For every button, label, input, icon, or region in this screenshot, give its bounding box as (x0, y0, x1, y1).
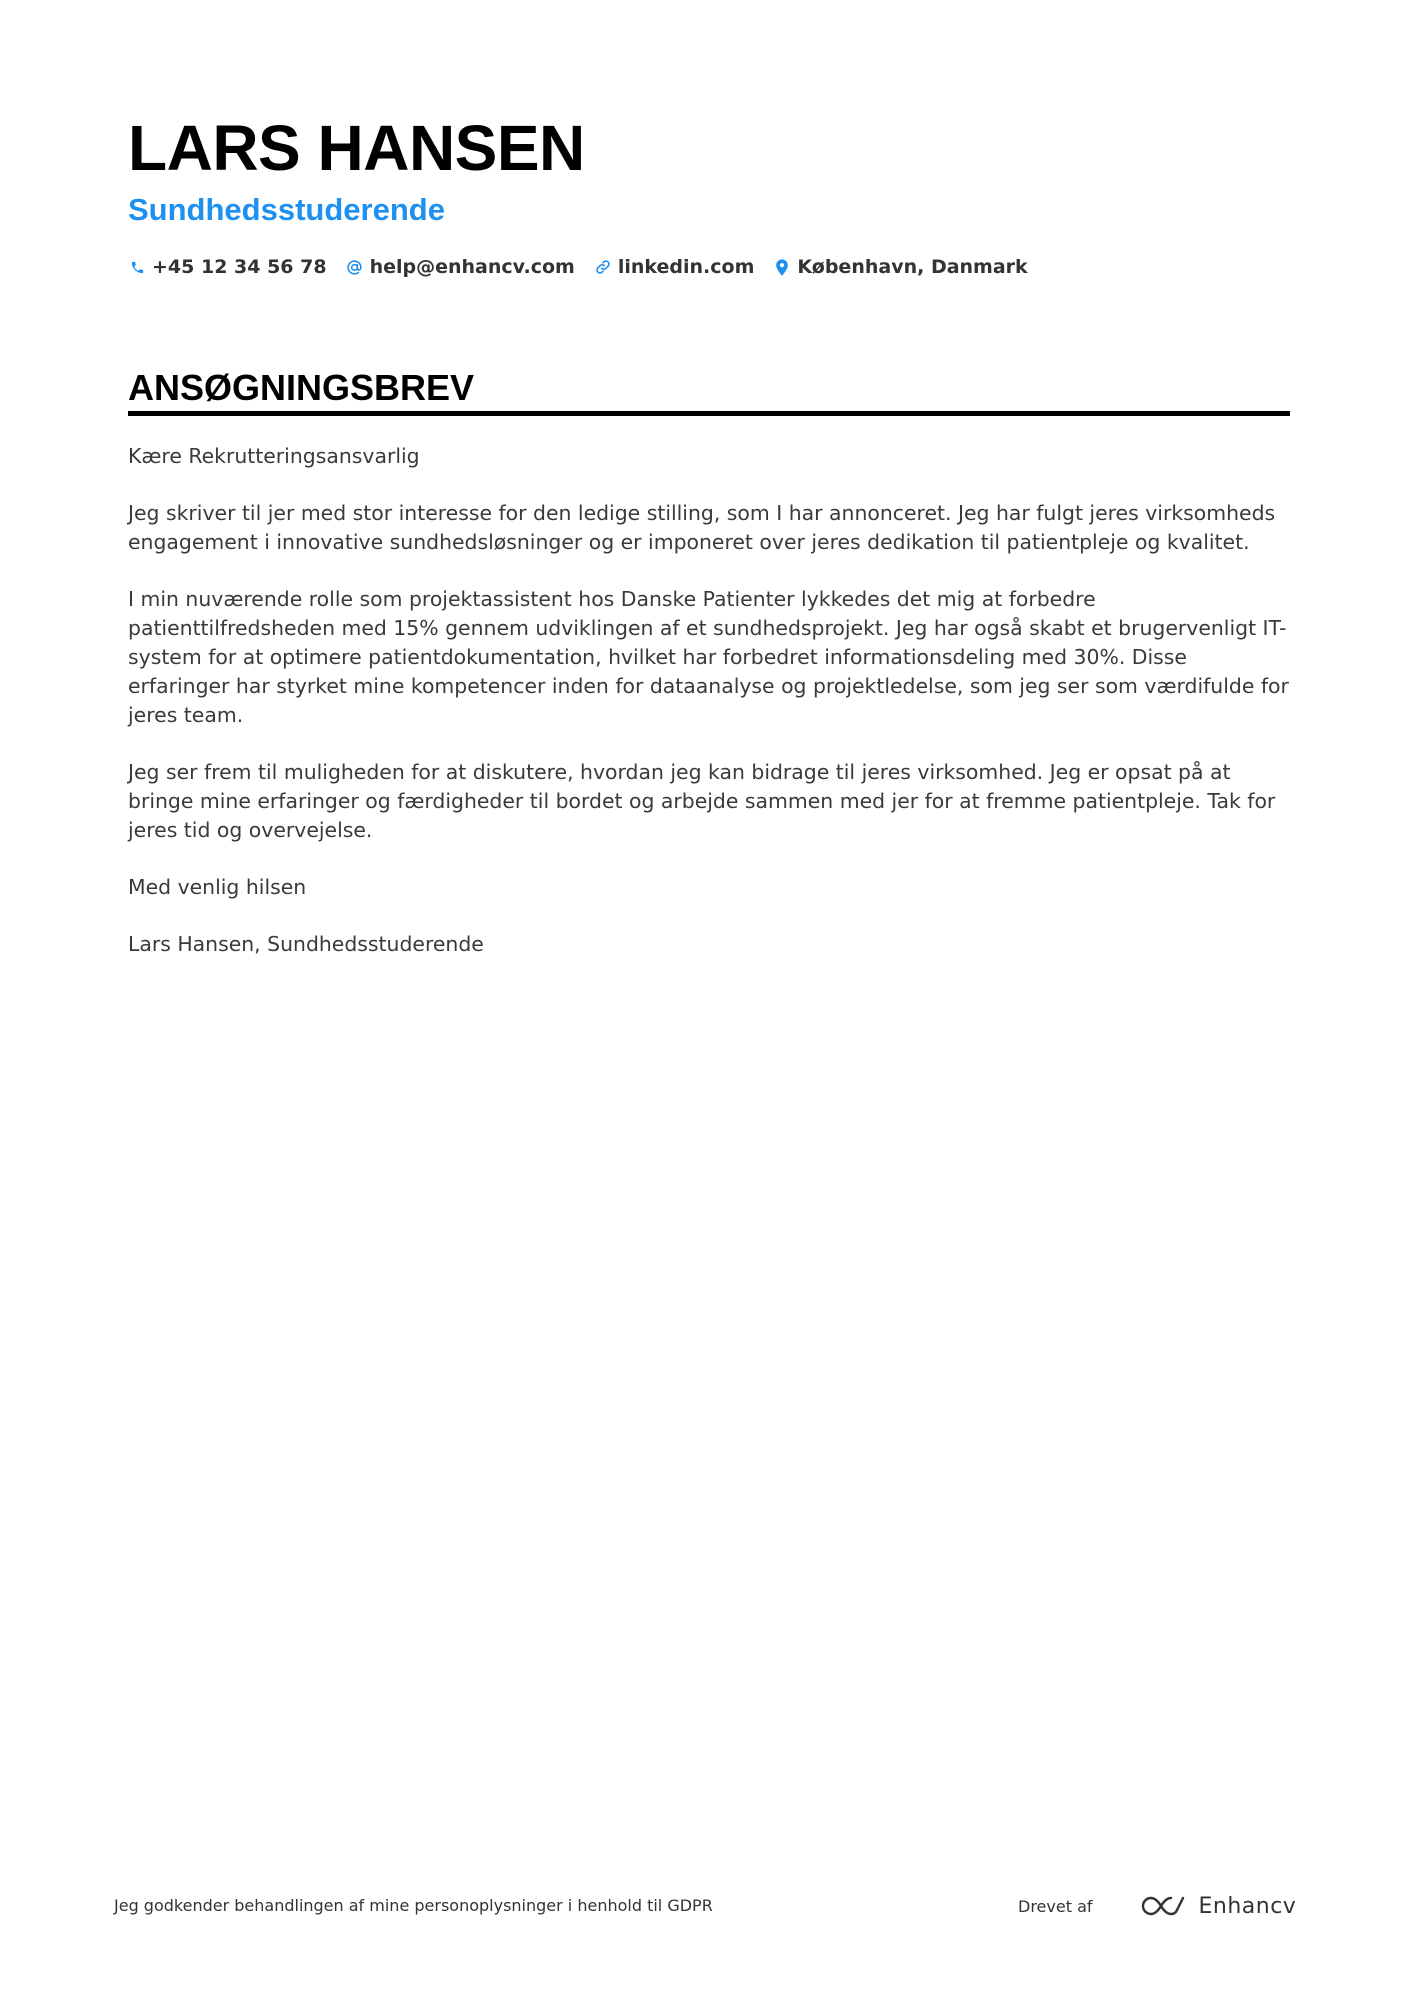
letter-paragraph: I min nuværende rolle som projektassistent hos Danske Patienter lykkedes det mig at forbedre patienttilfredsheden med 15% gennem udviklingen af et sundhedsprojekt. Jeg har også skabt et brugervenligt IT-system for at optimere patientdokumentation, hvilket har forbedret informationsdeling med 30%. Disse erfaringer har styrket mine kompetencer inden for dataanalyse og projektledelse, som jeg ser som værdifulde for jeres team. (128, 587, 1289, 727)
powered-by-label: Drevet af (1018, 1896, 1093, 1916)
section-title: ANSØGNINGSBREV (128, 367, 475, 408)
letter-body (128, 442, 1290, 987)
contact-phone (128, 256, 327, 278)
letter-signature: Lars Hansen, Sundhedsstuderende (128, 932, 484, 956)
location-pin-icon (773, 258, 791, 276)
contact-linkedin[interactable] (594, 256, 755, 278)
at-icon (346, 258, 364, 276)
contact-phone-text: +45 12 34 56 78 (152, 256, 327, 278)
letter-paragraph: Jeg skriver til jer med stor interesse for den ledige stilling, som I har annonceret. Jeg har fulgt jeres virksomheds engagement i innovative sundhedsløsninger og er imponeret over jeres dedikation til patientpleje og kvalitet. (128, 501, 1276, 554)
applicant-role: Sundhedsstuderende (128, 192, 445, 227)
section-divider (128, 411, 1290, 416)
powered-by (1018, 1886, 1296, 1926)
letter-salutation: Kære Rekrutteringsansvarlig (128, 444, 420, 468)
letter-closing: Med venlig hilsen (128, 875, 307, 899)
contact-email-text: help@enhancv.com (369, 256, 575, 278)
contact-linkedin-text: linkedin.com (617, 256, 755, 278)
contact-row (128, 251, 1047, 283)
phone-icon (128, 258, 146, 276)
enhancv-logo-icon (1139, 1892, 1187, 1920)
letter-paragraph: Jeg ser frem til muligheden for at diskutere, hvordan jeg kan bidrage til jeres virksomhed. Jeg er opsat på at bringe mine erfaringer og færdigheder til bordet og arbejde sammen med jer for at fremme patientpleje. Tak for jeres tid og overvejelse. (128, 760, 1276, 842)
contact-location (773, 256, 1027, 278)
contact-email[interactable] (346, 256, 575, 278)
contact-location-text: København, Danmark (797, 256, 1028, 278)
gdpr-consent: Jeg godkender behandlingen af mine personoplysninger i henhold til GDPR (114, 1896, 713, 1915)
applicant-name: LARS HANSEN (128, 112, 585, 184)
brand-name: Enhancv (1198, 1893, 1297, 1919)
link-icon (594, 258, 612, 276)
